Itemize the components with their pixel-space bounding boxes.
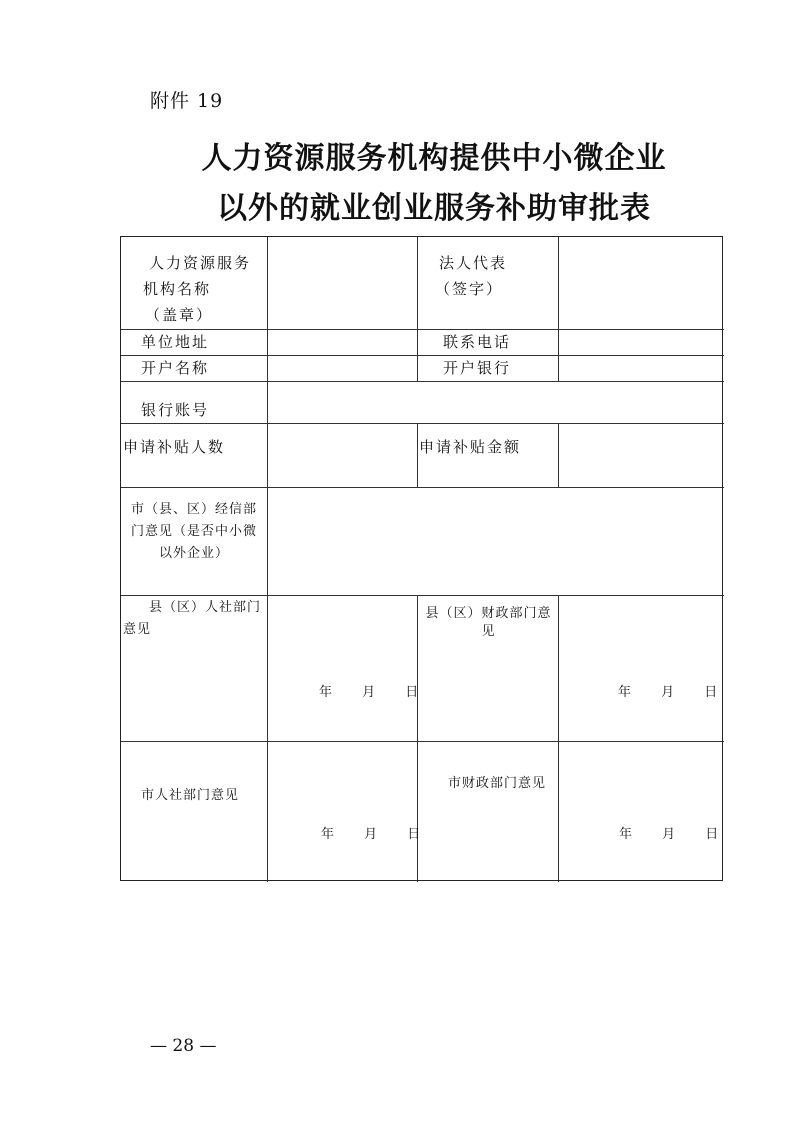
- col-divider: [558, 237, 559, 381]
- col-divider: [558, 595, 559, 882]
- econ-dept-line-1: 市（县、区）经信部: [130, 502, 257, 517]
- approval-form-table: [120, 236, 723, 881]
- county-finance-line-1: 县（区）财政部门意: [425, 606, 552, 621]
- city-finance-opinion-label: 市财政部门意见: [448, 776, 547, 791]
- econ-dept-opinion-label: [121, 499, 267, 565]
- subsidy-amount-label: 申请补贴金额: [419, 438, 522, 456]
- row-divider: [121, 741, 724, 742]
- legal-rep-label: [435, 250, 555, 302]
- org-name-label: [143, 250, 269, 328]
- org-name-line-2: 机构名称: [143, 280, 212, 298]
- row-divider: [121, 355, 724, 356]
- applicant-count-label: 申请补贴人数: [123, 438, 226, 456]
- county-hr-line-1: 县（区）人社部门: [149, 600, 262, 615]
- page-title-line-2: 以外的就业创业服务补助审批表: [217, 191, 651, 226]
- unit-address-label: 单位地址: [141, 333, 210, 351]
- county-hr-line-2: 意见: [123, 622, 152, 637]
- county-hr-opinion-label: [123, 597, 267, 641]
- col-divider: [267, 237, 268, 882]
- org-name-line-3: （盖章）: [145, 306, 214, 324]
- contact-phone-label: 联系电话: [443, 333, 512, 351]
- legal-rep-line-1: 法人代表: [439, 254, 508, 272]
- row-divider: [121, 595, 724, 596]
- econ-dept-line-3: 以外企业）: [158, 546, 229, 561]
- row-divider: [121, 381, 724, 382]
- account-bank-label: 开户银行: [443, 359, 512, 377]
- row-divider: [121, 329, 724, 330]
- row-divider: [121, 423, 724, 424]
- col-divider: [417, 423, 418, 487]
- col-divider: [558, 423, 559, 487]
- bank-account-label: 银行账号: [141, 401, 210, 419]
- row-divider: [121, 487, 724, 488]
- col-divider: [417, 237, 418, 381]
- county-hr-date: 年 月 日: [319, 685, 419, 700]
- county-finance-date: 年 月 日: [618, 685, 718, 700]
- attachment-label: 附件 19: [150, 90, 224, 112]
- county-finance-line-2: 见: [481, 624, 496, 639]
- org-name-line-1: 人力资源服务: [149, 254, 252, 272]
- city-hr-opinion-label: 市人社部门意见: [141, 788, 240, 803]
- legal-rep-line-2: （签字）: [435, 280, 504, 298]
- city-finance-date: 年 月 日: [619, 827, 719, 842]
- econ-dept-line-2: 门意见（是否中小微: [130, 524, 257, 539]
- page-title-line-1: 人力资源服务机构提供中小微企业: [201, 141, 667, 176]
- city-hr-date: 年 月 日: [321, 827, 421, 842]
- page-number: — 28 —: [150, 1036, 217, 1056]
- account-name-label: 开户名称: [141, 359, 210, 377]
- county-finance-opinion-label: [419, 603, 558, 643]
